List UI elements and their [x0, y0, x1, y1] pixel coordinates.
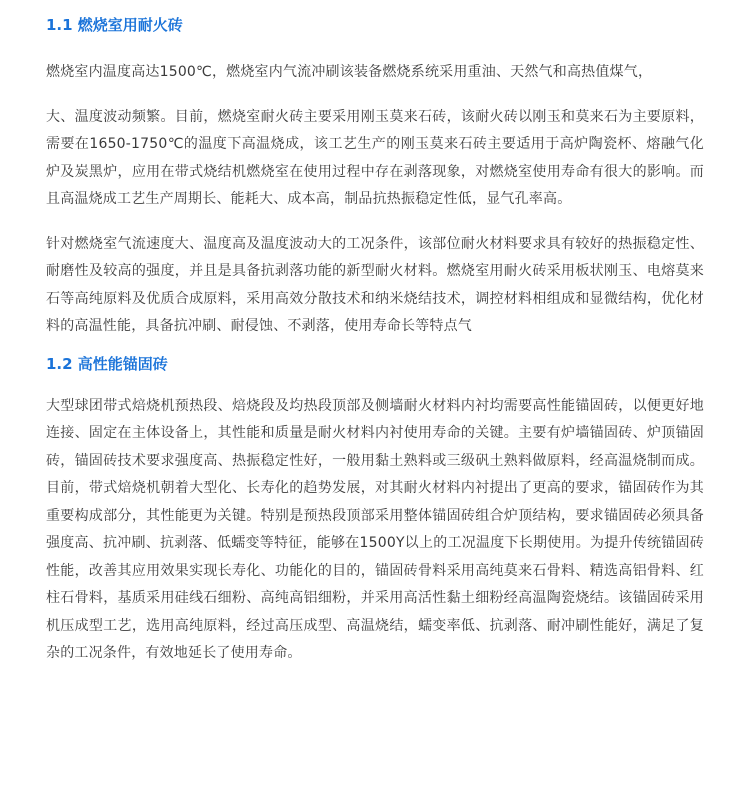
section-heading-anchor-brick: 1.2 高性能锚固砖: [46, 354, 168, 373]
paragraph-current-brick: 大、温度波动频繁。目前，燃烧室耐火砖主要采用刚玉莫来石砖，该耐火砖以刚玉和莫来石为主要原料，需要在1650-1750℃的温度下高温烧成，该工艺生产的刚玉莫来石砖主要适用于高炉陶瓷杯、熔融气化炉及炭黑炉，应用在带式烧结机燃烧室在使用过程中存在剥落现象，对燃烧室使用寿命有很大的影响。而且高温烧成工艺生产周期长、能耗大、成本高，制品抗热振稳定性低，显气孔率高。: [46, 108, 704, 207]
section-heading-refractory-brick: 1.1 燃烧室用耐火砖: [46, 16, 183, 34]
paragraph-chamber-temperature: 燃烧室内温度高达1500℃，燃烧室内气流冲刷该装备燃烧系统采用重油、天然气和高热值煤气，: [46, 64, 653, 80]
paragraph-new-brick-requirements: 针对燃烧室气流速度大、温度高及温度波动大的工况条件，该部位耐火材料要求具有较好的热振稳定性、耐磨性及较高的强度，并且是具备抗剥落功能的新型耐火材料。燃烧室用耐火砖采用板状刚玉、电熔莫来石等高纯原料及优质合成原料，采用高效分散技术和纳米烧结技术，调控材料相组成和显微结构，优化材料的高温性能，具备抗冲刷、耐侵蚀、不剥落，使用寿命长等特点气: [46, 235, 704, 334]
paragraph-anchor-brick: 大型球团带式焙烧机预热段、焙烧段及均热段顶部及侧墙耐火材料内衬均需要高性能锚固砖，以便更好地连接、固定在主体设备上，其性能和质量是耐火材料内衬使用寿命的关键。主要有炉墙锚固砖、炉顶锚固砖，锚固砖技术要求强度高、热振稳定性好，一般用黏土熟料或三级矾土熟料做原料，经高温烧制而成。目前，带式焙烧机朝着大型化、长寿化的趋势发展，对其耐火材料内衬提出了更高的要求，锚固砖作为其重要构成部分，其性能更为关键。特别是预热段顶部采用整体锚固砖组合炉顶结构，要求锚固砖必须具备强度高、抗冲刷、抗剥落、低蠕变等特征，能够在1500Y以上的工况温度下长期使用。为提升传统锚固砖性能，改善其应用效果实现长寿化、功能化的目的，锚固砖骨料采用高纯莫来石骨料、精选高铝骨料、红柱石骨料，基质采用硅线石细粉、高纯高铝细粉，并采用高活性黏土细粉经高温陶瓷烧结。该锚固砖采用机压成型工艺，选用高纯原料，经过高压成型、高温烧结，蠕变率低、抗剥落、耐冲刷性能好，满足了复杂的工况条件，有效地延长了使用寿命。: [46, 397, 704, 661]
